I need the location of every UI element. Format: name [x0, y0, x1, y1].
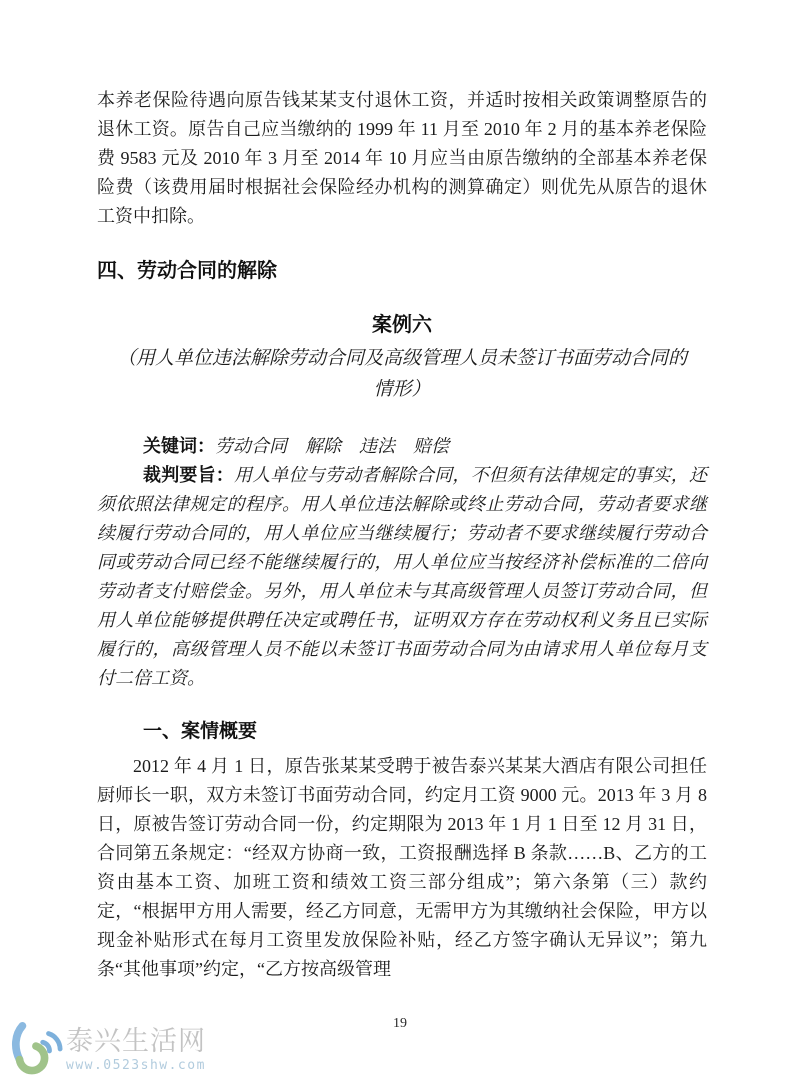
chapter-heading: 四、劳动合同的解除 [97, 260, 277, 282]
keywords-value: 劳动合同 解除 违法 赔偿 [215, 436, 449, 456]
case-subtitle: （用人单位违法解除劳动合同及高级管理人员未签订书面劳动合同的情形） [116, 348, 687, 400]
watermark-site-name: 泰兴生活网 [66, 1026, 206, 1056]
keywords-label: 关键词： [143, 436, 215, 456]
site-watermark [6, 1021, 206, 1077]
ruling-paragraph [97, 461, 707, 693]
facts-paragraph: 2012 年 4 月 1 日，原告张某某受聘于被告泰兴某某大酒店有限公司担任厨师长一职，双方未签订书面劳动合同，约定月工资 9000 元。2013 年 3 月 8 日，原被告签订劳动合同一份，约定期限为 2013 年 1 月 1 日至 12 月 31 日，合同第五条规定：“经双方协商一致，工资报酬选择 B 条款……B、乙方的工资由基本工资、加班工资和绩效工资三部分组成”；第六条第（三）款约定，“根据甲方用人需要，经乙方同意，无需甲方为其缴纳社会保险，甲方以现金补贴形式在每月工资里发放保险补贴，经乙方签字确认无异议”；第九条“其他事项”约定，“乙方按高级管理 [97, 756, 707, 979]
document-page [97, 86, 707, 984]
keywords-line [97, 432, 707, 461]
case-title: 案例六 [372, 314, 432, 336]
continuation-paragraph: 本养老保险待遇向原告钱某某支付退休工资，并适时按相关政策调整原告的退休工资。原告自己应当缴纳的 1999 年 11 月至 2010 年 2 月的基本养老保险费 9583 元及 2010 年 3 月至 2014 年 10 月应当由原告缴纳的全部基本养老保险费（该费用届时根据社会保险经办机构的测算确定）则优先从原告的退休工资中扣除。 [97, 90, 707, 226]
watermark-site-url: www.0523shw.com [66, 1058, 206, 1073]
ruling-label: 裁判要旨： [143, 465, 234, 485]
ruling-text: 用人单位与劳动者解除合同，不但须有法律规定的事实，还须依照法律规定的程序。用人单位违法解除或终止劳动合同，劳动者要求继续履行劳动合同的，用人单位应当继续履行；劳动者不要求继续履行劳动合同或劳动合同已经不能继续履行的，用人单位应当按经济补偿标准的二倍向劳动者支付赔偿金。另外，用人单位未与其高级管理人员签订劳动合同，但用人单位能够提供聘任决定或聘任书，证明双方存在劳动权利义务且已实际履行的，高级管理人员不能以未签订书面劳动合同为由请求用人单位每月支付二倍工资。 [97, 465, 707, 688]
page-number: 19 [393, 1016, 407, 1031]
watermark-text-block [66, 1021, 206, 1074]
site-logo-icon [6, 1021, 64, 1077]
section-heading-facts: 一、案情概要 [143, 721, 258, 742]
